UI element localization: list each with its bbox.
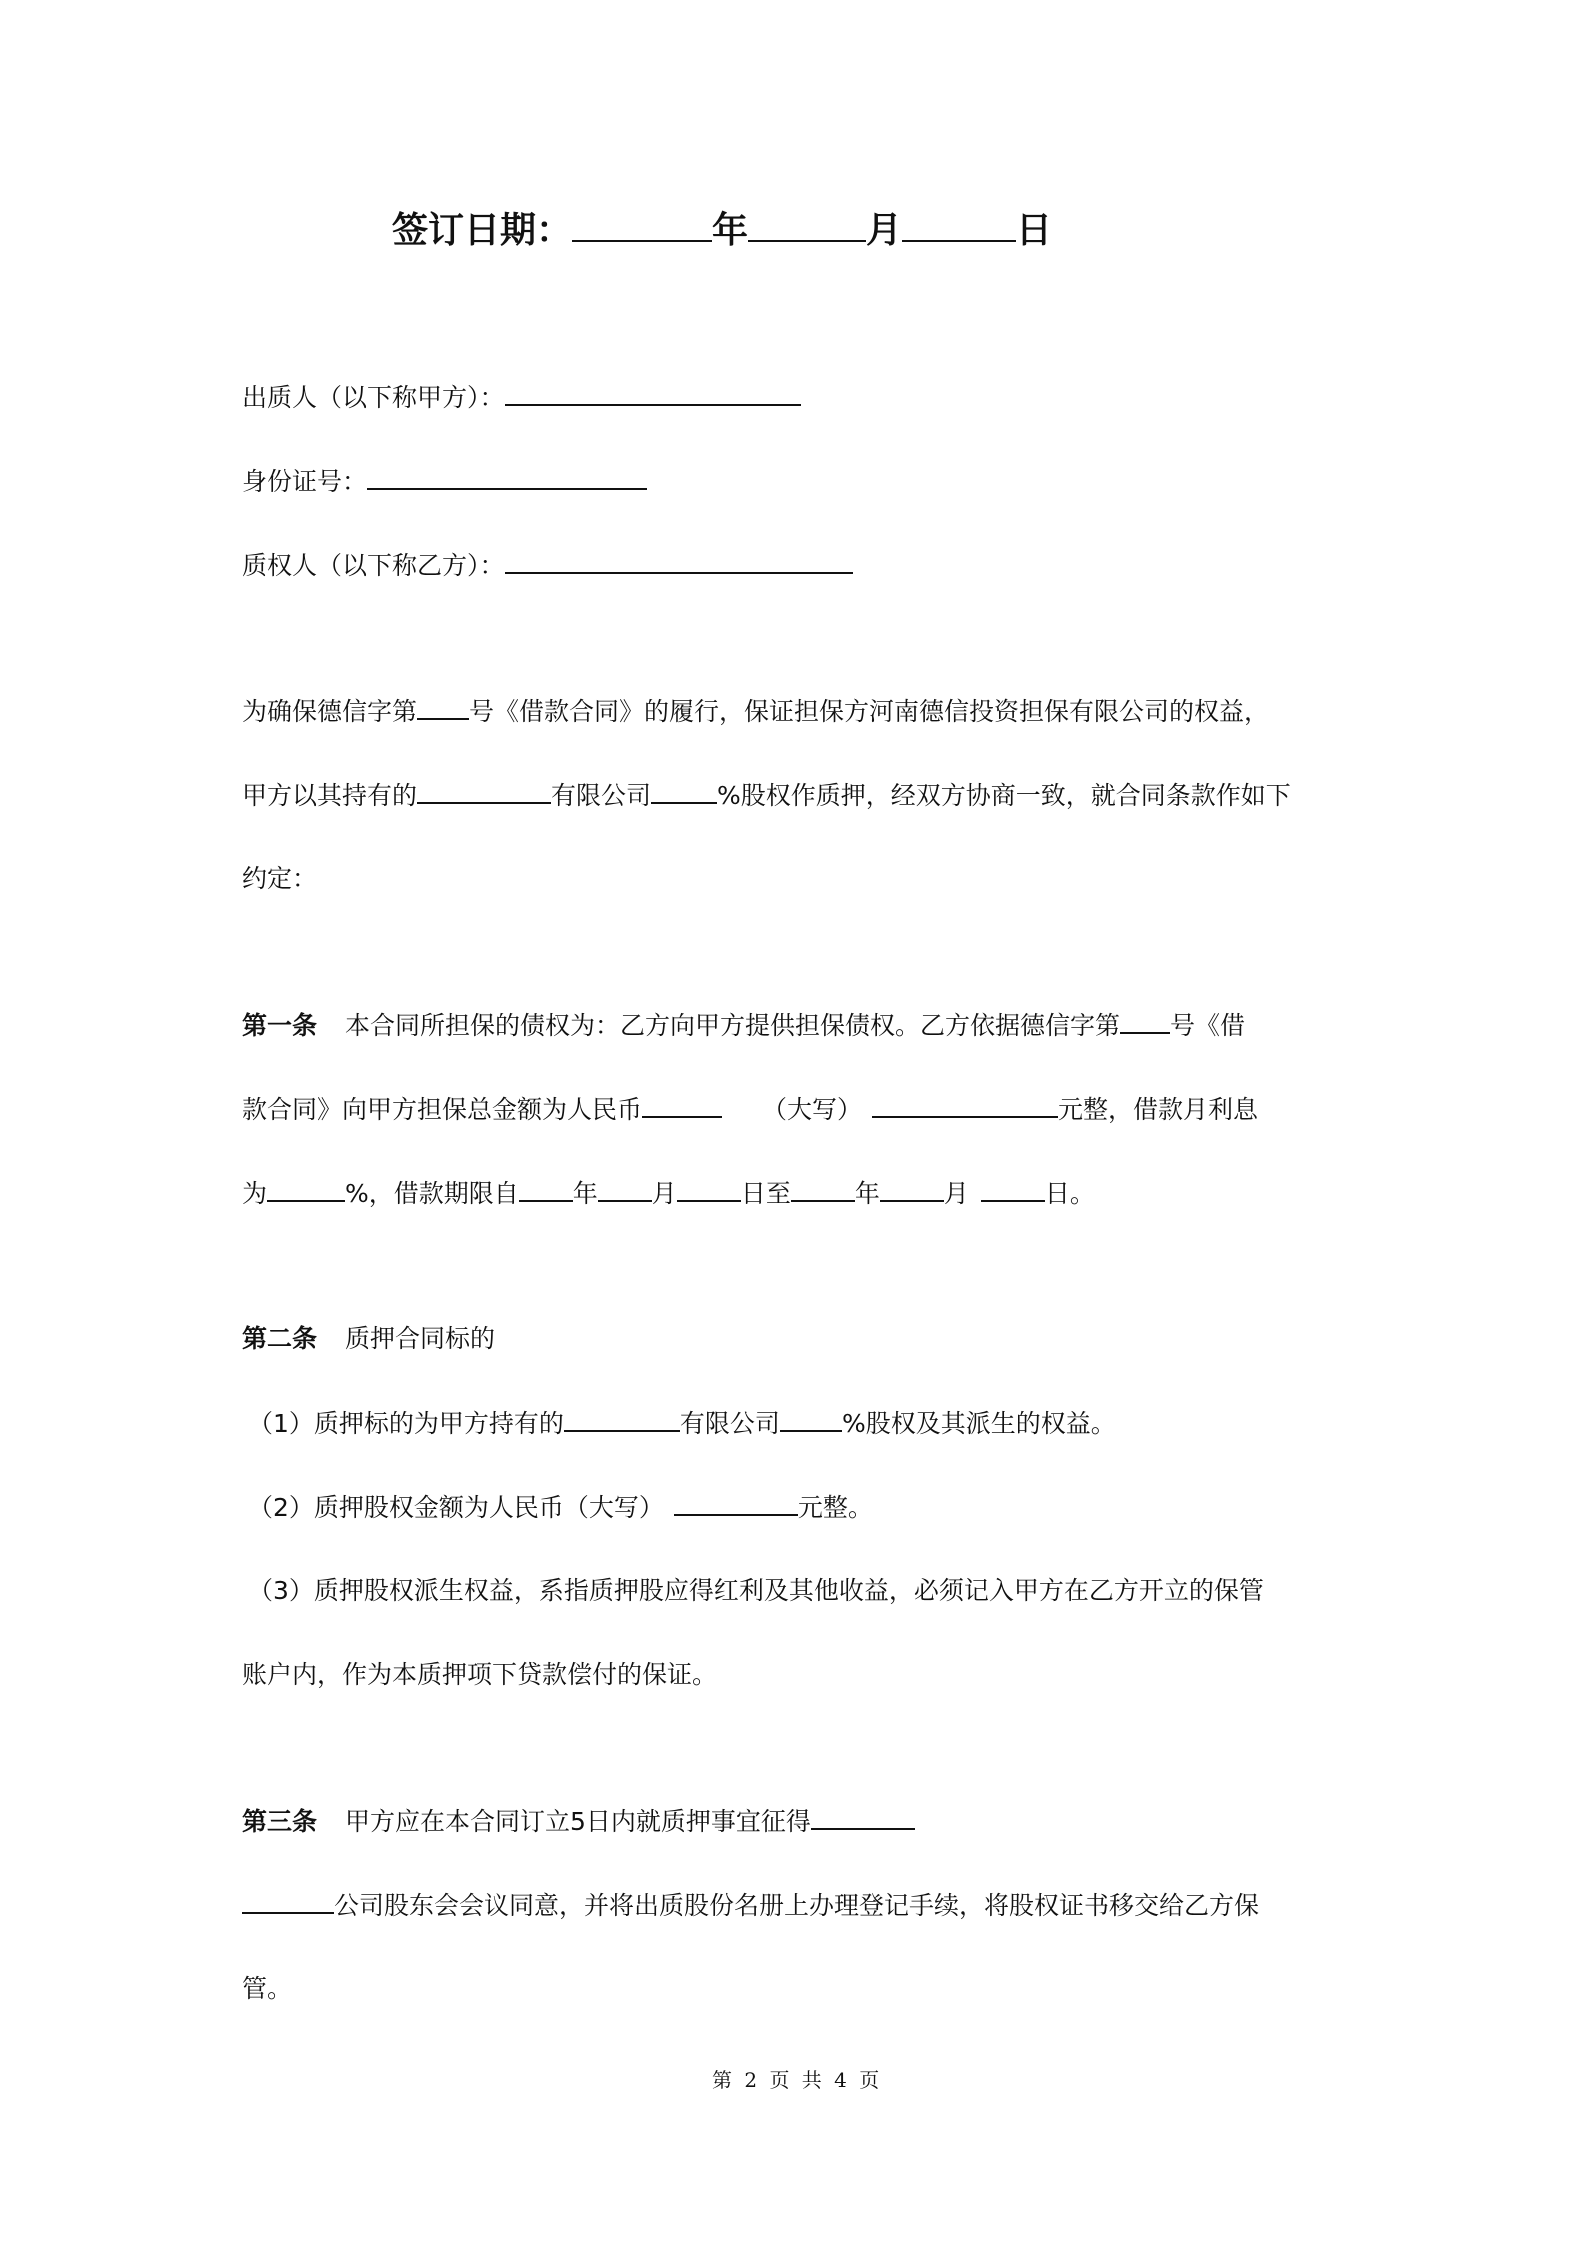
pledgor-label: 出质人（以下称甲方）： xyxy=(242,383,505,412)
id-number-label: 身份证号： xyxy=(242,467,368,496)
signing-date-line xyxy=(392,206,1052,255)
article3-line-2 xyxy=(242,1888,1259,1923)
article2-text: （3）质押股权派生权益，系指质押股应得红利及其他收益，必须记入甲方在乙方开立的保管 xyxy=(248,1576,1264,1605)
article3-line-3 xyxy=(242,1972,292,2006)
preamble-line-3 xyxy=(242,862,317,896)
article1-text: 号《借 xyxy=(1170,1011,1246,1040)
article2-item-1 xyxy=(248,1406,1116,1441)
percent-blank xyxy=(651,778,717,804)
month-label: 月 xyxy=(866,210,903,251)
article1-line-2 xyxy=(242,1092,1258,1127)
pledgee-label: 质权人（以下称乙方）： xyxy=(242,551,505,580)
interest-blank xyxy=(267,1176,345,1202)
year-blank xyxy=(572,206,712,242)
article1-text: 月 xyxy=(651,1179,677,1208)
preamble-line-2 xyxy=(242,778,1291,813)
article2-heading: 第二条 xyxy=(242,1324,318,1353)
article2-item-2 xyxy=(248,1490,873,1525)
article1-text: 月 xyxy=(943,1179,969,1208)
id-number-blank xyxy=(367,464,647,490)
day-blank xyxy=(902,206,1016,242)
article1-text: %，借款期限自 xyxy=(345,1179,519,1208)
pledgee-line xyxy=(242,548,853,583)
article2-item-3-line-1 xyxy=(248,1574,1264,1608)
article1-text: 本合同所担保的债权为：乙方向甲方提供担保债权。乙方依据德信字第 xyxy=(345,1011,1121,1040)
article1-text: 为 xyxy=(242,1179,268,1208)
preamble-text: 约定： xyxy=(242,864,318,893)
article2-title: 质押合同标的 xyxy=(345,1324,496,1353)
start-year-blank xyxy=(519,1176,573,1202)
article2-text: %股权及其派生的权益。 xyxy=(841,1409,1116,1438)
article1-text: （大写） xyxy=(762,1095,863,1124)
preamble-text: 有限公司 xyxy=(551,781,652,810)
article3-line-1 xyxy=(242,1804,915,1839)
article2-text: 元整。 xyxy=(797,1493,873,1522)
article1-text: 款合同》向甲方担保总金额为人民币 xyxy=(242,1095,643,1124)
article2-item-3-line-2 xyxy=(242,1658,717,1692)
page-number: 第 2 页 共 4 页 xyxy=(712,2068,883,2092)
company-blank xyxy=(417,778,551,804)
preamble-text: %股权作质押，经双方协商一致，就合同条款作如下 xyxy=(717,781,1291,810)
signing-date-label: 签订日期： xyxy=(392,210,573,251)
preamble-text: 号《借款合同》的履行，保证担保方河南德信投资担保有限公司的权益， xyxy=(469,697,1270,726)
amount-capital-blank xyxy=(872,1092,1058,1118)
article3-company-blank xyxy=(811,1804,915,1830)
id-number-line xyxy=(242,464,647,499)
end-year-blank xyxy=(791,1176,855,1202)
end-day-blank xyxy=(981,1176,1045,1202)
article2-text: （1）质押标的为甲方持有的 xyxy=(248,1409,564,1438)
article3-heading: 第三条 xyxy=(242,1807,318,1836)
item2-amount-blank xyxy=(674,1490,798,1516)
article1-heading: 第一条 xyxy=(242,1011,318,1040)
pledgee-blank xyxy=(505,548,853,574)
article1-text: 日至 xyxy=(740,1179,791,1208)
pledgor-line xyxy=(242,380,801,415)
article1-text: 元整，借款月利息 xyxy=(1058,1095,1259,1124)
month-blank xyxy=(748,206,866,242)
start-month-blank xyxy=(598,1176,652,1202)
pledgor-blank xyxy=(505,380,801,406)
article1-text: 年 xyxy=(854,1179,880,1208)
article2-text: 有限公司 xyxy=(679,1409,780,1438)
article3-text: 公司股东会会议同意，并将出质股份名册上办理登记手续，将股权证书移交给乙方保 xyxy=(334,1891,1260,1920)
article3-text: 管。 xyxy=(242,1974,293,2003)
amount-blank xyxy=(642,1092,722,1118)
year-label: 年 xyxy=(712,210,749,251)
start-day-blank xyxy=(677,1176,741,1202)
preamble-text: 为确保德信字第 xyxy=(242,697,418,726)
end-month-blank xyxy=(880,1176,944,1202)
article3-text: 甲方应在本合同订立5日内就质押事宜征得 xyxy=(345,1807,811,1836)
article1-contract-number-blank xyxy=(1120,1008,1170,1034)
preamble-text: 甲方以其持有的 xyxy=(242,781,418,810)
article2-text: （2）质押股权金额为人民币（大写） xyxy=(248,1493,664,1522)
article1-line-1 xyxy=(242,1008,1245,1043)
day-label: 日 xyxy=(1016,210,1053,251)
preamble-line-1 xyxy=(242,694,1269,729)
article2-heading-line xyxy=(242,1322,495,1356)
item1-company-blank xyxy=(564,1406,680,1432)
article2-text: 账户内，作为本质押项下贷款偿付的保证。 xyxy=(242,1660,718,1689)
article1-line-3 xyxy=(242,1176,1095,1211)
article1-text: 年 xyxy=(572,1179,598,1208)
contract-number-blank xyxy=(417,694,469,720)
article1-text: 日。 xyxy=(1044,1179,1095,1208)
article3-company-blank-2 xyxy=(242,1888,334,1914)
item1-percent-blank xyxy=(780,1406,842,1432)
